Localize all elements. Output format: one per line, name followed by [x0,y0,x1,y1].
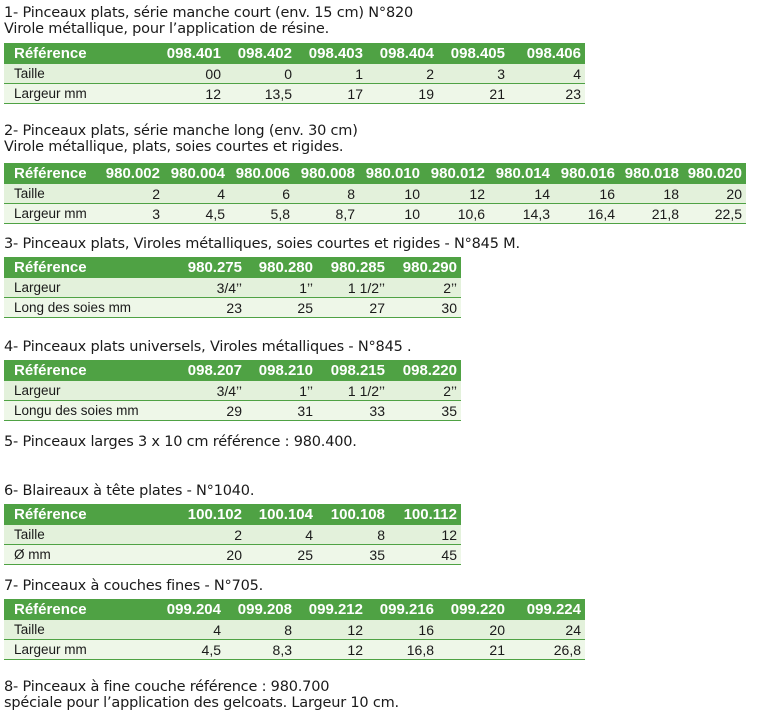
section-title: 3- Pinceaux plats, Viroles métalliques, soies courtes et rigides - N°845 M. [4,236,520,252]
section-subtitle: Virole métallique, plats, soies courtes et rigides. [4,139,344,155]
cell: 16 [367,620,438,640]
table-3 [4,257,461,318]
cell: 10 [359,204,424,224]
header-ref: 099.216 [367,599,438,620]
cell: 20 [438,620,509,640]
row-label: Largeur mm [4,640,154,660]
section-3 [0,236,520,252]
header-ref: 098.405 [438,43,509,64]
cell: 27 [317,298,389,318]
cell: 33 [317,401,389,421]
cell: 3 [97,204,164,224]
header-ref: 098.404 [367,43,438,64]
table-4-wrap [0,360,461,421]
cell: 3/4’’ [174,381,246,401]
table-4 [4,360,461,421]
header-ref: 980.010 [359,163,424,184]
header-ref: 980.275 [174,257,246,278]
table-row [4,298,461,318]
table-row [4,640,585,660]
row-label: Long des soies mm [4,298,174,318]
header-ref: 980.004 [164,163,229,184]
cell: 2’’ [389,278,461,298]
cell: 26,8 [509,640,585,660]
cell: 4 [164,184,229,204]
table-header-row [4,504,461,525]
table-header-row [4,599,585,620]
header-ref: 099.224 [509,599,585,620]
header-ref: 980.008 [294,163,359,184]
cell: 4 [509,64,585,84]
header-ref: 980.002 [97,163,164,184]
header-ref: 980.285 [317,257,389,278]
header-label: Référence [4,163,97,184]
cell: 23 [509,84,585,104]
cell: 18 [619,184,683,204]
section-title: 6- Blaireaux à tête plates - N°1040. [4,483,255,499]
table-row [4,381,461,401]
header-ref: 100.112 [389,504,461,525]
header-ref: 980.018 [619,163,683,184]
header-ref: 099.204 [154,599,225,620]
table-header-row [4,257,461,278]
section-5 [0,434,357,450]
cell: 5,8 [229,204,294,224]
header-label: Référence [4,504,174,525]
cell: 29 [174,401,246,421]
table-7-wrap [0,599,585,660]
section-title: 2- Pinceaux plats, série manche long (env. 30 cm) [4,123,358,139]
section-1 [0,5,413,37]
table-header-row [4,360,461,381]
cell: 1’’ [246,381,317,401]
cell: 12 [424,184,489,204]
table-header-row [4,163,746,184]
cell: 00 [154,64,225,84]
cell: 8 [225,620,296,640]
table-row [4,184,746,204]
row-label: Largeur mm [4,84,154,104]
header-ref: 098.215 [317,360,389,381]
cell: 21 [438,640,509,660]
cell: 14 [489,184,554,204]
table-row [4,84,585,104]
section-subtitle: spéciale pour l’application des gelcoats. Largeur 10 cm. [4,695,399,711]
cell: 13,5 [225,84,296,104]
section-8 [0,679,399,711]
section-6 [0,483,254,499]
cell: 1’’ [246,278,317,298]
row-label: Largeur [4,278,174,298]
section-subtitle: Virole métallique, pour l’application de résine. [4,21,330,37]
cell: 8,7 [294,204,359,224]
cell: 6 [229,184,294,204]
cell: 12 [296,620,367,640]
header-ref: 099.212 [296,599,367,620]
row-label: Ø mm [4,545,174,565]
cell: 17 [296,84,367,104]
table-row [4,545,461,565]
header-label: Référence [4,43,154,64]
section-title: 1- Pinceaux plats, série manche court (env. 15 cm) N°820 [4,5,414,21]
cell: 1 1/2’’ [317,381,389,401]
header-ref: 980.280 [246,257,317,278]
cell: 4 [154,620,225,640]
table-1 [4,43,585,104]
table-6 [4,504,461,565]
section-title: 8- Pinceaux à fine couche référence : 980.700 [4,679,330,695]
cell: 3 [438,64,509,84]
cell: 19 [367,84,438,104]
table-6-wrap [0,504,461,565]
header-ref: 980.006 [229,163,294,184]
header-label: Référence [4,599,154,620]
row-label: Taille [4,184,97,204]
row-label: Largeur [4,381,174,401]
section-4 [0,339,411,355]
cell: 1 [296,64,367,84]
cell: 12 [154,84,225,104]
cell: 25 [246,545,317,565]
cell: 31 [246,401,317,421]
header-ref: 098.401 [154,43,225,64]
cell: 12 [296,640,367,660]
header-ref: 100.108 [317,504,389,525]
cell: 30 [389,298,461,318]
cell: 2’’ [389,381,461,401]
cell: 1 1/2’’ [317,278,389,298]
section-title: 7- Pinceaux à couches fines - N°705. [4,578,264,594]
cell: 16,8 [367,640,438,660]
row-label: Taille [4,525,174,545]
header-ref: 099.208 [225,599,296,620]
section-title: 4- Pinceaux plats universels, Viroles métalliques - N°845 . [4,339,412,355]
row-label: Largeur mm [4,204,97,224]
cell: 4 [246,525,317,545]
cell: 23 [174,298,246,318]
cell: 8 [317,525,389,545]
table-1-wrap [0,43,585,104]
cell: 2 [367,64,438,84]
row-label: Taille [4,620,154,640]
header-ref: 098.402 [225,43,296,64]
header-ref: 980.012 [424,163,489,184]
table-7 [4,599,585,660]
cell: 12 [389,525,461,545]
section-7 [0,578,263,594]
header-ref: 098.406 [509,43,585,64]
cell: 24 [509,620,585,640]
cell: 2 [97,184,164,204]
cell: 3/4’’ [174,278,246,298]
cell: 22,5 [683,204,746,224]
table-row [4,64,585,84]
header-ref: 099.220 [438,599,509,620]
cell: 20 [683,184,746,204]
cell: 25 [246,298,317,318]
header-ref: 980.290 [389,257,461,278]
table-row [4,401,461,421]
header-ref: 098.207 [174,360,246,381]
cell: 10,6 [424,204,489,224]
row-label: Longu des soies mm [4,401,174,421]
cell: 8,3 [225,640,296,660]
cell: 16,4 [554,204,619,224]
cell: 2 [174,525,246,545]
cell: 8 [294,184,359,204]
cell: 4,5 [164,204,229,224]
cell: 35 [317,545,389,565]
cell: 20 [174,545,246,565]
header-ref: 980.014 [489,163,554,184]
cell: 16 [554,184,619,204]
table-row [4,620,585,640]
section-2 [0,123,358,155]
header-ref: 098.210 [246,360,317,381]
cell: 14,3 [489,204,554,224]
table-row [4,525,461,545]
cell: 45 [389,545,461,565]
header-ref: 098.403 [296,43,367,64]
header-ref: 100.104 [246,504,317,525]
table-row [4,278,461,298]
cell: 35 [389,401,461,421]
table-2 [4,163,746,224]
table-row [4,204,746,224]
header-ref: 098.220 [389,360,461,381]
table-2-wrap [0,163,746,224]
section-title: 5- Pinceaux larges 3 x 10 cm référence : 980.400. [4,434,357,450]
header-ref: 980.020 [683,163,746,184]
header-ref: 100.102 [174,504,246,525]
header-label: Référence [4,257,174,278]
cell: 0 [225,64,296,84]
cell: 21 [438,84,509,104]
table-header-row [4,43,585,64]
cell: 10 [359,184,424,204]
table-3-wrap [0,257,461,318]
cell: 4,5 [154,640,225,660]
row-label: Taille [4,64,154,84]
header-ref: 980.016 [554,163,619,184]
header-label: Référence [4,360,174,381]
cell: 21,8 [619,204,683,224]
